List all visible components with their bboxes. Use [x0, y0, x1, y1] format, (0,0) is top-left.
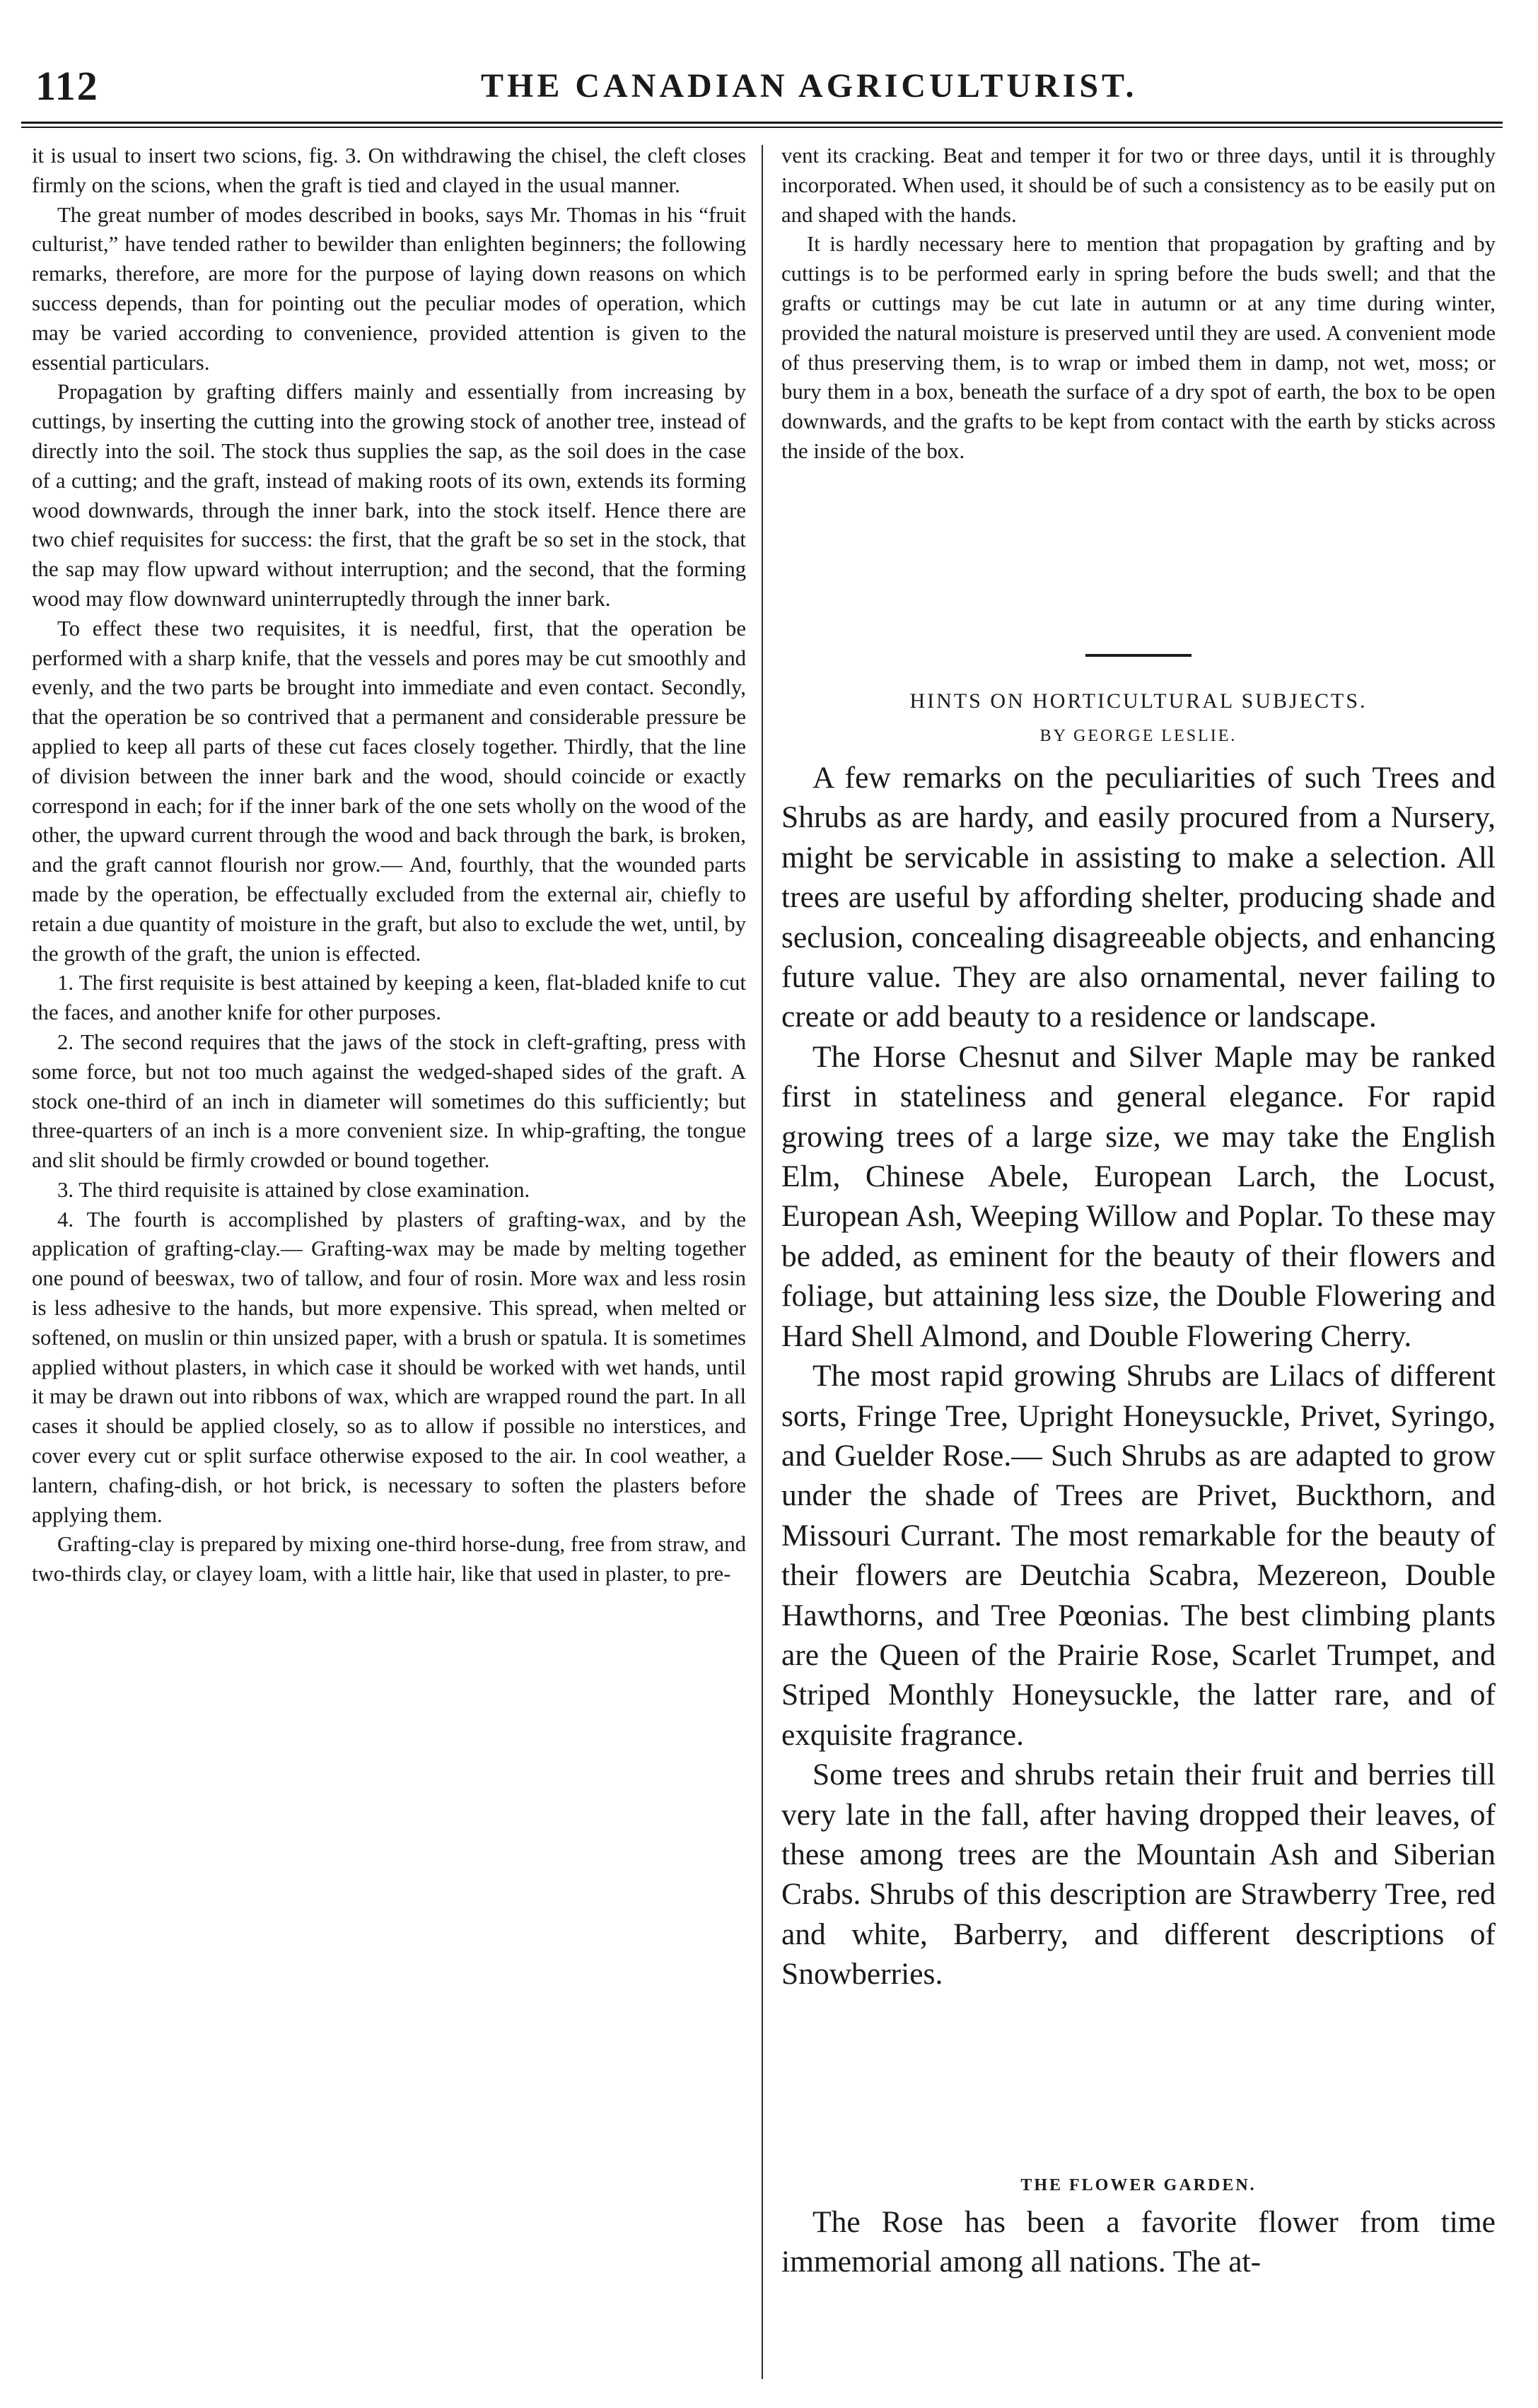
right-column-article	[781, 758, 1496, 1994]
byline: BY GEORGE LESLIE.	[1039, 727, 1237, 745]
running-title: THE CANADIAN AGRICULTURIST.	[481, 67, 1138, 105]
paragraph: 3. The third requisite is attained by close examination.	[57, 1177, 530, 1202]
paragraph: To effect these two requisites, it is needful, first, that the operation be performed with a sharp knife, that the vessels and pores may be cut smoothly and evenly, and the two parts be brought into immediate and even contact. Secondly, that the operation be so contrived that a permanent and considerable pressure be applied to keep all parts of these cut faces closely together. Thirdly, that the line of division between the inner bark and the wood, should coincide or exactly correspond in each; for if the inner bark of the one sets wholly on the wood of the other, the upward current through the wood and back through the bark, is broken, and the graft cannot flourish nor grow.— And, fourthly, that the wounded parts made by the operation, be effectually excluded from the external air, chiefly to retain a due quantity of moisture in the graft, but also to exclude the wet, until, by the growth of the graft, the union is effected.	[32, 616, 746, 966]
paragraph: 1. The first requisite is best attained by keeping a keen, flat-bladed knife to cut the faces, and another knife for other purposes.	[32, 971, 746, 1025]
left-column	[32, 141, 746, 1589]
paragraph: it is usual to insert two scions, fig. 3. On withdrawing the chisel, the cleft closes firmly on the scions, when the graft is tied and clayed in the usual manner.	[32, 144, 746, 197]
paragraph: Some trees and shrubs retain their fruit and berries till very late in the fall, after having dropped their leaves, of these among trees are the Mountain Ash and Siberian Crabs. Shrubs of this description are Strawberry Tree, red and white, Barberry, and different descriptions of Snowberries.	[781, 1758, 1496, 1992]
paragraph: A few remarks on the peculiarities of such Trees and Shrubs as are hardy, and easily procured from a Nursery, might be servicable in assisting to make a selection. All trees are useful by affording shelter, producing shade and seclusion, concealing disagreeable objects, and enhancing future value. They are also ornamental, never failing to create or add beauty to a residence or landscape.	[781, 761, 1496, 1034]
page-header	[21, 41, 1499, 112]
section-divider	[1085, 654, 1192, 657]
column-rule	[762, 145, 763, 2379]
paragraph: Grafting-clay is prepared by mixing one-third horse-dung, free from straw, and two-thirds clay, or clayey loam, with a little hair, like that used in plaster, to pre-	[32, 1532, 746, 1586]
paragraph: 2. The second requires that the jaws of the stock in cleft-grafting, press with some force, but not too much against the wedged-shaped sides of the graft. A stock one-third of an inch in diameter will sometimes do this sufficiently; but three-quarters of an inch is a more convenient size. In whip-grafting, the tongue and slit should be firmly crowded or bound together.	[32, 1029, 746, 1173]
paragraph: The most rapid growing Shrubs are Lilacs of different sorts, Fringe Tree, Upright Honeysuckle, Privet, Syringo, and Guelder Rose.— Such Shrubs as are adapted to grow under the shade of Trees are Privet, Buckthorn, and Missouri Currant. The most remarkable for the beauty of their flowers are Deutchia Scabra, Mezereon, Double Hawthorns, and Tree Pœonias. The best climbing plants are the Queen of the Prairie Rose, Scarlet Trumpet, and Striped Monthly Honeysuckle, the latter rare, and of exquisite fragrance.	[781, 1359, 1496, 1752]
right-column-top	[781, 141, 1496, 467]
page-number: 112	[35, 63, 99, 109]
header-rule	[21, 122, 1503, 128]
section-title: HINTS ON HORTICULTURAL SUBJECTS.	[909, 689, 1368, 713]
paragraph: vent its cracking. Beat and temper it for two or three days, until it is throughly incorporated. When used, it should be of such a consistency as to be easily put on and shaped with the hands.	[781, 144, 1496, 227]
paragraph: Propagation by grafting differs mainly and essentially from increasing by cuttings, by inserting the cutting into the growing stock of another tree, instead of directly into the soil. The stock thus supplies the sap, as the soil does in the case of a cutting; and the graft, instead of making roots of its own, extends its forming wood downwards, through the inner bark, into the stock itself. Hence there are two chief requisites for success: the first, that the graft be so set in the stock, that the sap may flow upward without interruption; and the second, that the forming wood may flow downward uninterruptedly through the inner bark.	[32, 380, 746, 611]
paragraph: It is hardly necessary here to mention that propagation by grafting and by cuttings is to be performed early in spring before the buds swell; and that the grafts or cuttings may be cut late in autumn or at any time during winter, provided the natural moisture is preserved until they are used. A convenient mode of thus preserving them, is to wrap or imbed them in damp, not wet, moss; or bury them in a box, beneath the surface of a dry spot of earth, the box to be open downwards, and the grafts to be kept from contact with the earth by sticks across the inside of the box.	[781, 232, 1496, 463]
right-column-end	[781, 2202, 1496, 2282]
paragraph: The Rose has been a favorite flower from time immemorial among all nations. The at-	[781, 2205, 1496, 2279]
paragraph: The great number of modes described in books, says Mr. Thomas in his “fruit culturist,” have tended rather to bewilder than enlighten beginners; the following remarks, therefore, are more for the purpose of laying down reasons on which success depends, than for pointing out the peculiar modes of operation, which may be varied according to convenience, provided attention is given to the essential particulars.	[32, 202, 746, 375]
paragraph: 4. The fourth is accomplished by plasters of grafting-wax, and by the application of grafting-clay.— Grafting-wax may be made by melting together one pound of beeswax, two of tallow, and four of rosin. More wax and less rosin is less adhesive to the hands, but more expensive. This spread, when melted or softened, on muslin or thin unsized paper, with a brush or spatula. It is sometimes applied without plasters, in which case it should be worked with wet hands, until it may be drawn out into ribbons of wax, which are wrapped round the part. In all cases it should be applied closely, so as to allow if possible no interstices, and cover every cut or split surface otherwise exposed to the air. In cool weather, a lantern, chafing-dish, or hot brick, is necessary to soften the plasters before applying them.	[32, 1207, 746, 1527]
subhead-flower-garden: THE FLOWER GARDEN.	[1020, 2176, 1257, 2194]
paragraph: The Horse Chesnut and Silver Maple may be ranked first in stateliness and general elegance. For rapid growing trees of a large size, we may take the English Elm, Chinese Abele, European Larch, the Locust, European Ash, Weeping Willow and Poplar. To these may be added, as eminent for the beauty of their flowers and foliage, but attaining less size, the Double Flowering and Hard Shell Almond, and Double Flowering Cherry.	[781, 1039, 1496, 1353]
